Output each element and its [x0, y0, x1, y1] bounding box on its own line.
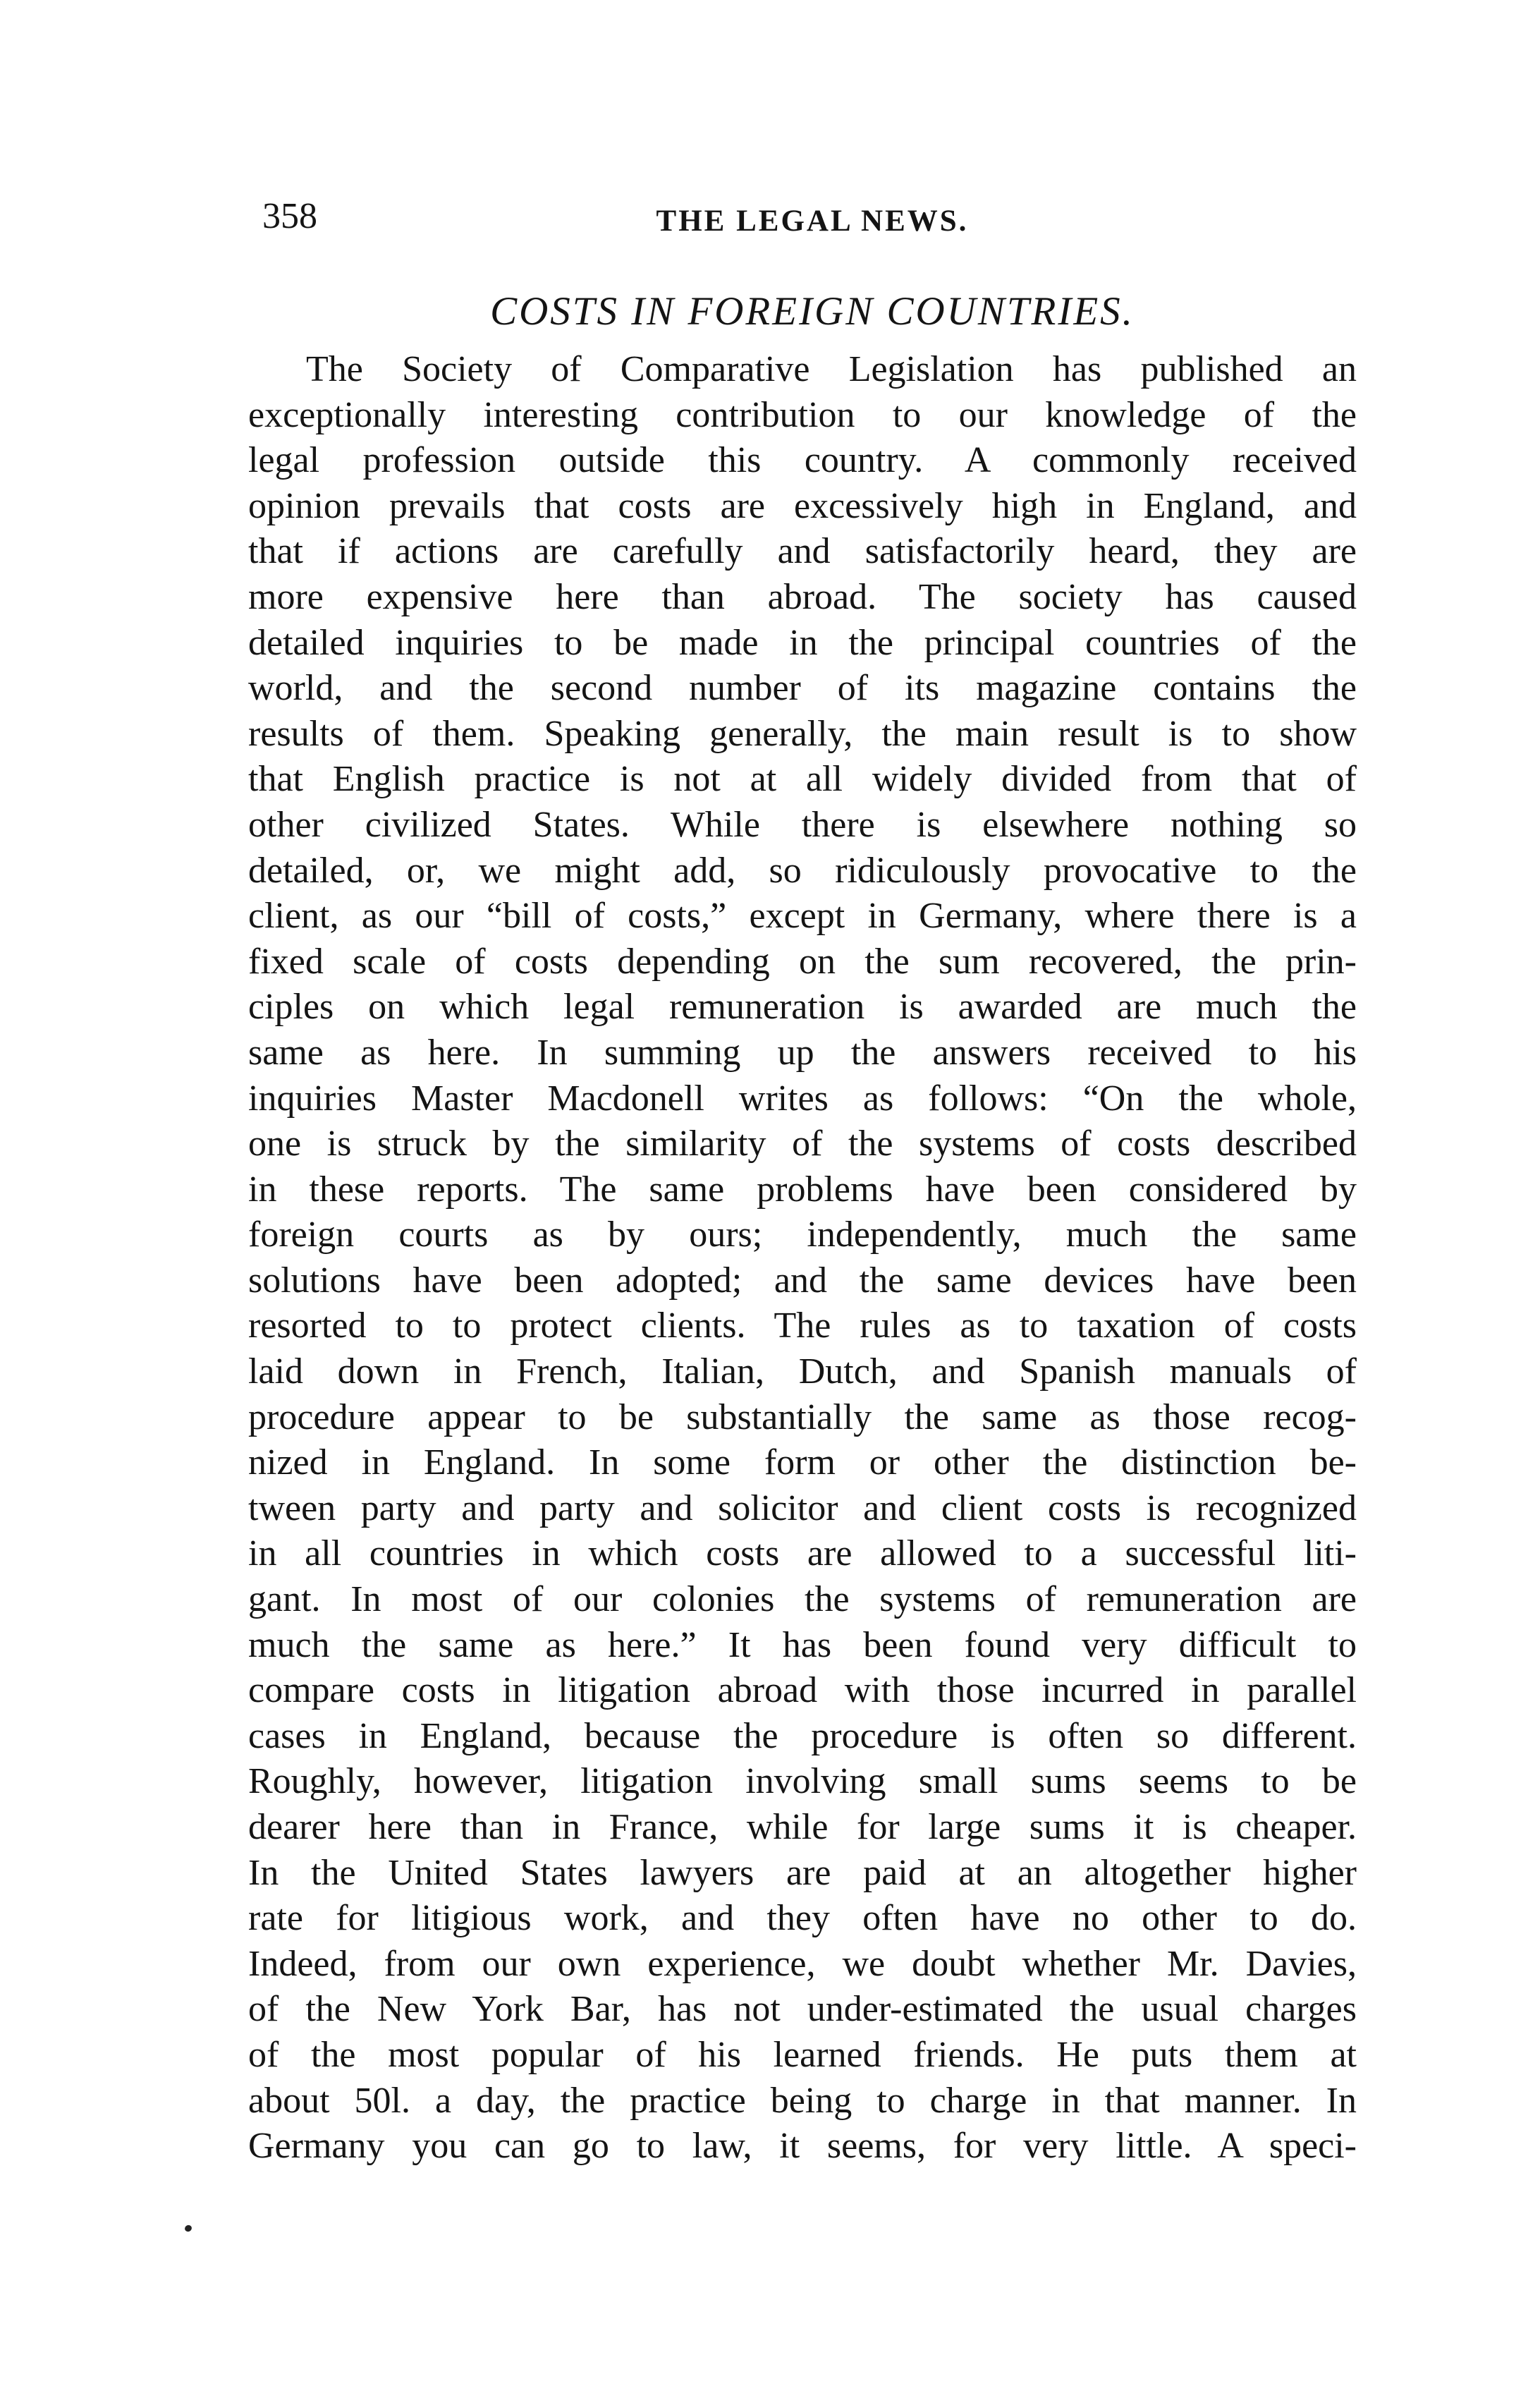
text-line: other civilized States. While there is elsewhere nothing so	[248, 804, 1357, 845]
text-line: cases in England, because the procedure is often so different.	[248, 1715, 1357, 1756]
text-line: Indeed, from our own experience, we doubt whether Mr. Davies,	[248, 1943, 1357, 1984]
text-line: nized in England. In some form or other the distinction be-	[248, 1442, 1357, 1483]
text-line: resorted to to protect clients. The rules as to taxation of costs	[248, 1305, 1357, 1346]
text-line: same as here. In summing up the answers received to his	[248, 1032, 1357, 1073]
text-line: one is struck by the similarity of the systems of costs described	[248, 1124, 1357, 1164]
article-title: COSTS IN FOREIGN COUNTRIES.	[490, 289, 1135, 334]
text-line: In the United States lawyers are paid at an altogether higher	[248, 1852, 1357, 1893]
article-body	[248, 347, 1357, 2169]
text-line: world, and the second number of its magazine contains the	[248, 668, 1357, 709]
text-line: exceptionally interesting contribution to our knowledge of the	[248, 394, 1357, 435]
text-line: inquiries Master Macdonell writes as follows: “On the whole,	[248, 1078, 1357, 1119]
text-line: Roughly, however, litigation involving small sums seems to be	[248, 1761, 1357, 1802]
text-line: Germany you can go to law, it seems, for very little. A speci-	[248, 2126, 1357, 2167]
text-line: more expensive here than abroad. The society has caused	[248, 576, 1357, 617]
text-line: The Society of Comparative Legislation has published an	[306, 349, 1357, 389]
text-line: detailed, or, we might add, so ridiculously provocative to the	[248, 850, 1357, 891]
text-line: opinion prevails that costs are excessively high in England, and	[248, 485, 1357, 526]
text-line: foreign courts as by ours; independently, much the same	[248, 1215, 1357, 1255]
ink-mark	[184, 2224, 193, 2232]
text-line: in these reports. The same problems have been considered by	[248, 1169, 1357, 1210]
text-line: of the most popular of his learned friends. He puts them at	[248, 2034, 1357, 2075]
text-line: fixed scale of costs depending on the sum recovered, the prin-	[248, 941, 1357, 982]
journal-title: THE LEGAL NEWS.	[656, 205, 969, 238]
text-line: results of them. Speaking generally, the main result is to show	[248, 713, 1357, 754]
page-number: 358	[262, 196, 317, 236]
text-line: of the New York Bar, has not under-estimated the usual charges	[248, 1989, 1357, 2030]
text-line: tween party and party and solicitor and client costs is recognized	[248, 1487, 1357, 1528]
text-line: ciples on which legal remuneration is awarded are much the	[248, 987, 1357, 1028]
text-line: solutions have been adopted; and the same devices have been	[248, 1260, 1357, 1301]
text-line: dearer here than in France, while for large sums it is cheaper.	[248, 1807, 1357, 1847]
text-line: gant. In most of our colonies the systems of remuneration are	[248, 1579, 1357, 1620]
running-head	[262, 192, 1362, 248]
text-line: legal profession outside this country. A commonly received	[248, 440, 1357, 481]
text-line: client, as our “bill of costs,” except in Germany, where there is a	[248, 896, 1357, 937]
text-line: laid down in French, Italian, Dutch, and Spanish manuals of	[248, 1351, 1357, 1392]
text-line: that English practice is not at all widely divided from that of	[248, 759, 1357, 800]
text-line: compare costs in litigation abroad with those incurred in parallel	[248, 1670, 1357, 1711]
text-line: that if actions are carefully and satisfactorily heard, they are	[248, 531, 1357, 572]
text-line: in all countries in which costs are allowed to a successful liti-	[248, 1533, 1357, 1574]
text-line: about 50l. a day, the practice being to charge in that manner. In	[248, 2080, 1357, 2121]
text-line: detailed inquiries to be made in the principal countries of the	[248, 622, 1357, 663]
text-line: rate for litigious work, and they often have no other to do.	[248, 1898, 1357, 1939]
text-line: much the same as here.” It has been found very difficult to	[248, 1624, 1357, 1665]
text-line: procedure appear to be substantially the same as those recog-	[248, 1396, 1357, 1437]
